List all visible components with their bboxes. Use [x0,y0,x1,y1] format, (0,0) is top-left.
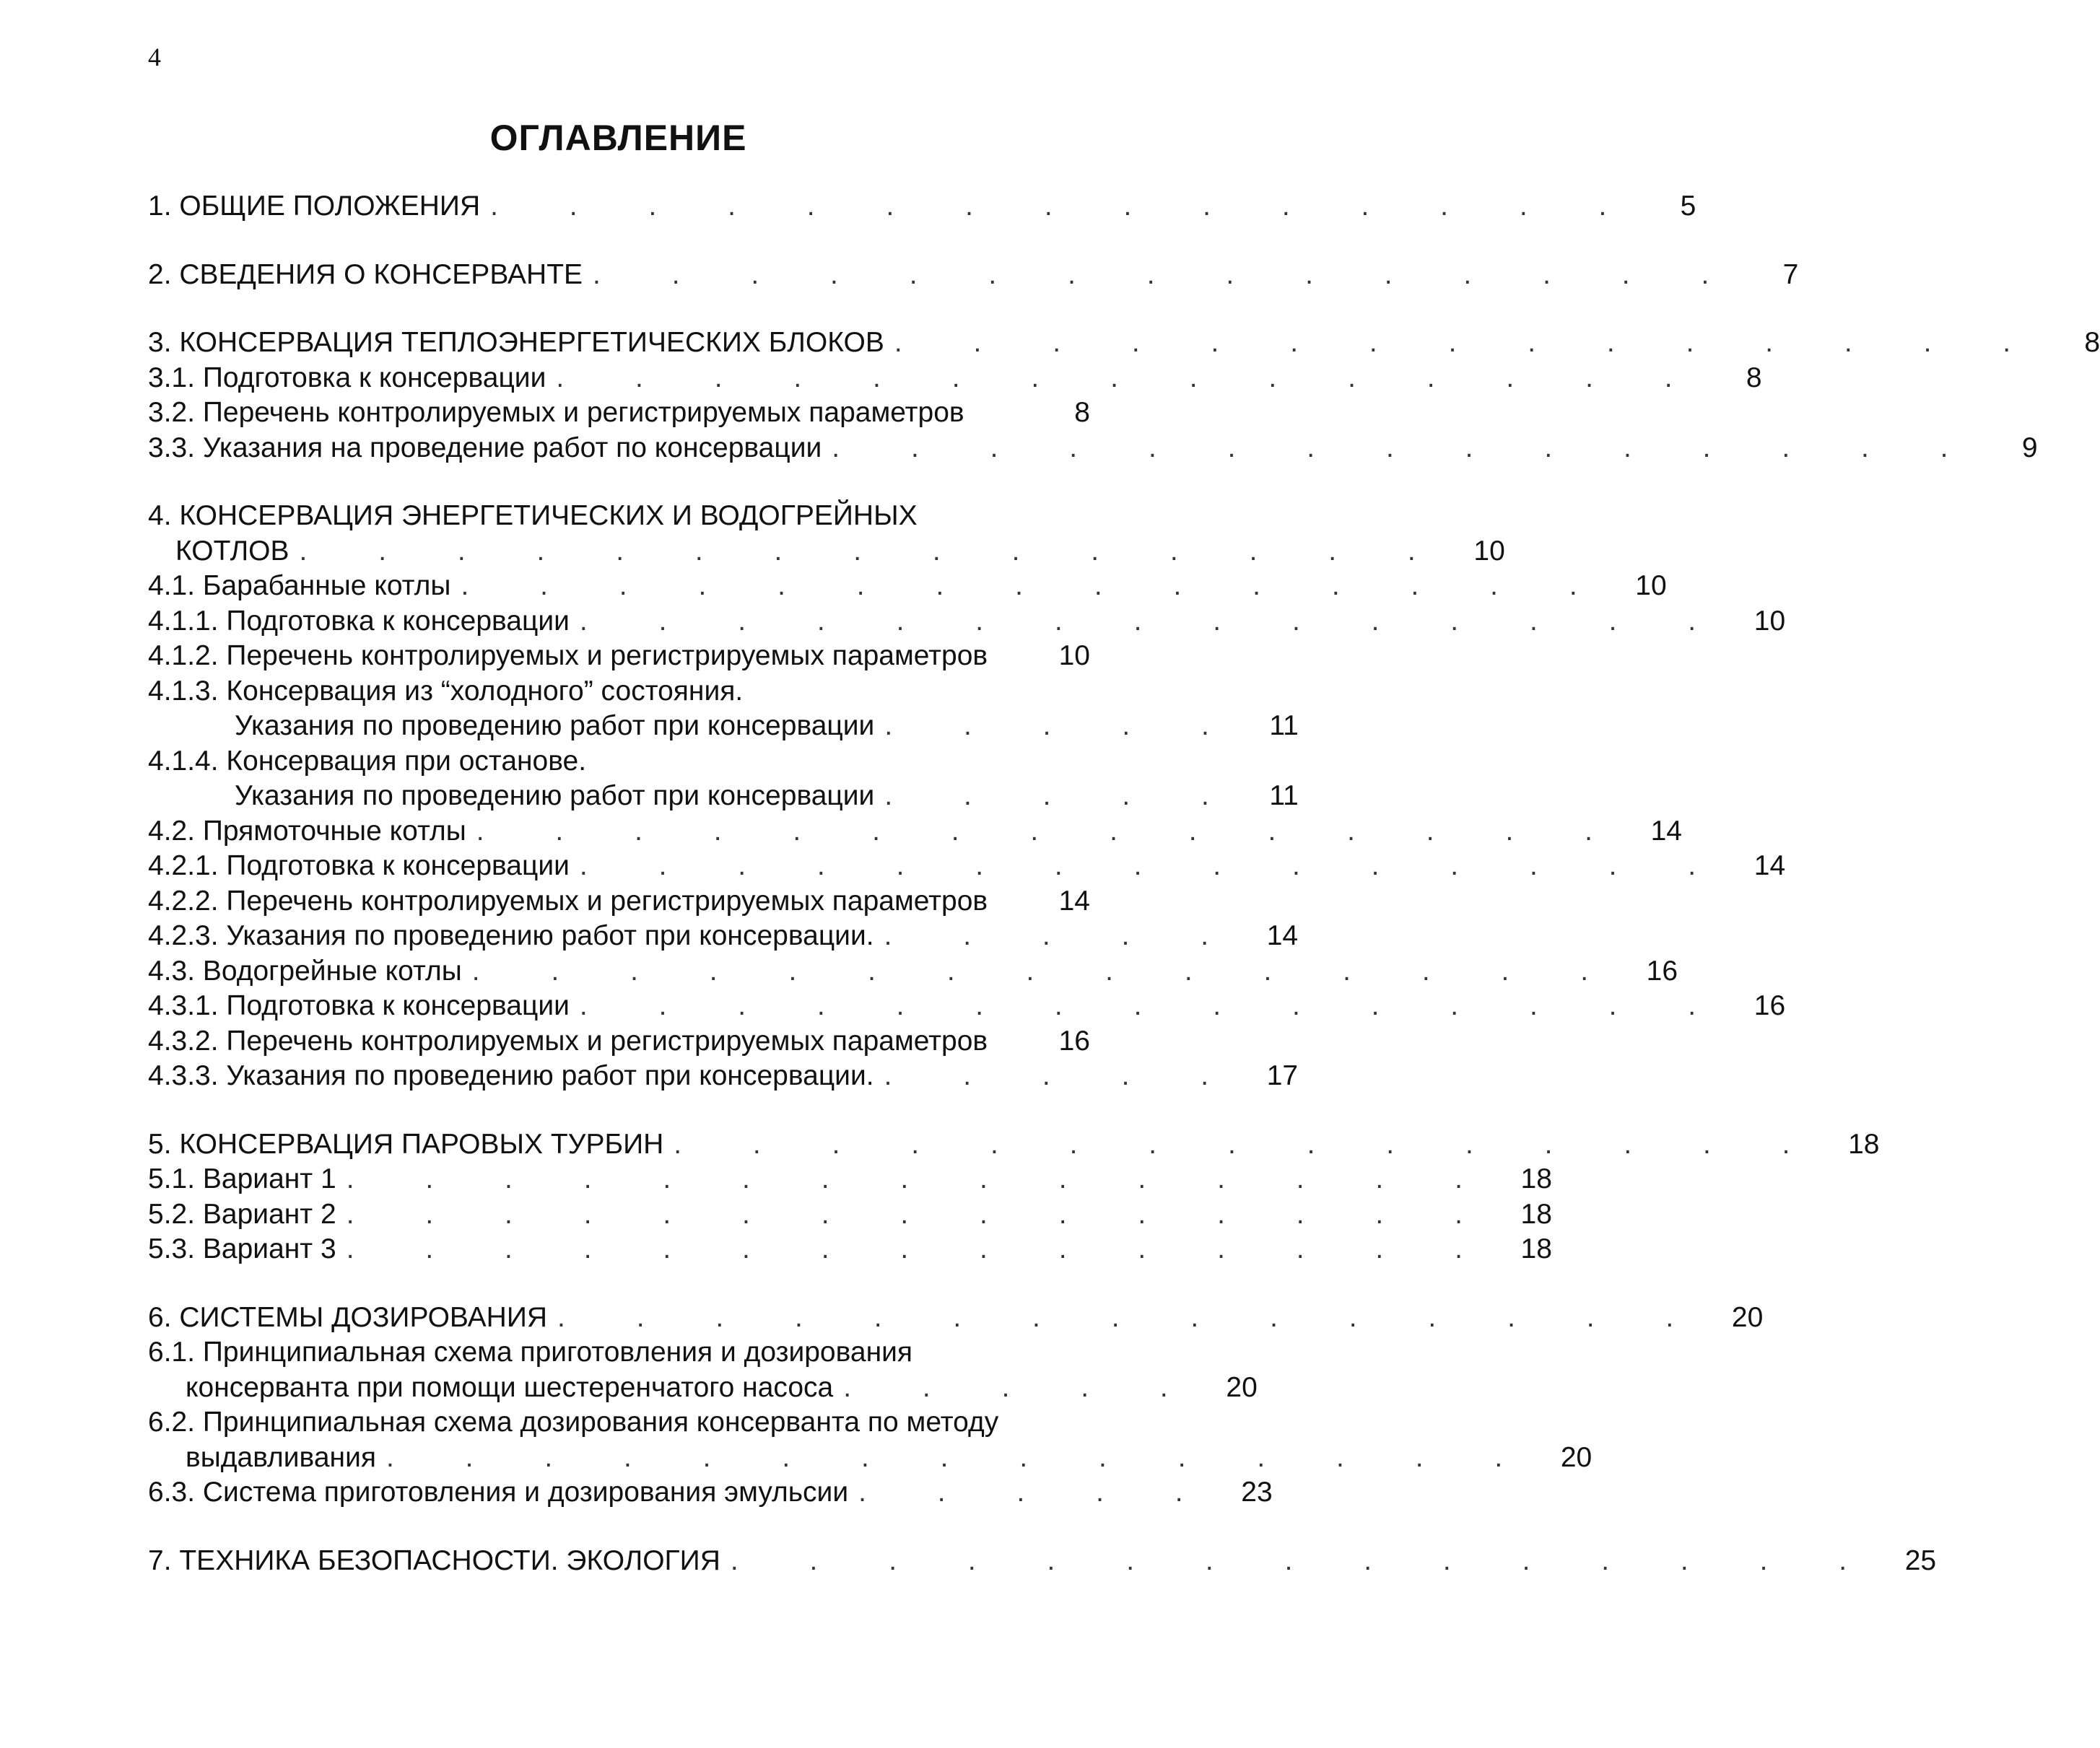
toc-entry-6-1-line-1: 6.1. Принципиальная схема приготовления и дозирования [148,1337,913,1368]
dot-leader: . . . . . . . . . . . . . . . [346,1163,1494,1194]
toc-entry-4-3-2[interactable] [148,1024,1090,1059]
toc-entry-4-2-1[interactable] [148,849,1786,884]
toc-entry-label: 4.2.2. Перечень контролируемых и регистрируемых параметров [148,885,988,917]
toc-entry-4-2[interactable] [148,814,1682,849]
toc-entry-label: 3.3. Указания на проведение работ по консервации [148,432,822,463]
dot-leader: . . . . . [858,1477,1215,1508]
toc-section-5 [148,1127,1880,1267]
toc-entry-page: 25 [1904,1544,1937,1576]
toc-entry-label: 4.2.1. Подготовка к консервации [148,850,570,881]
toc-entry-label: 4.3.1. Подготовка к консервации [148,990,570,1021]
toc-entry-4-1[interactable] [148,569,1667,604]
toc-entry-4-1-4-line-1: 4.1.4. Консервация при останове. [148,745,587,777]
toc-entry-label: 6. СИСТЕМЫ ДОЗИРОВАНИЯ [148,1301,548,1333]
dot-leader: . . . . . . . . . . . . . . . [593,258,1741,290]
toc-entry-page: 16 [1753,990,1786,1021]
toc-entry-4[interactable] [148,534,1505,569]
dot-leader: . . . . . [843,1371,1200,1403]
toc-entry-label: 5.2. Вариант 2 [148,1198,336,1230]
toc-entry-4-3[interactable] [148,954,1678,989]
toc-section-7 [148,1544,1937,1579]
toc-section-4 [148,499,1786,1094]
toc-entry-4-1-1[interactable] [148,604,1786,639]
toc-entry-page: 10 [1058,640,1090,671]
toc-entry-page: 20 [1226,1371,1258,1403]
toc-entry-page: 18 [1520,1233,1552,1264]
toc-entry-5-1[interactable] [148,1162,1552,1197]
toc-entry-label: 7. ТЕХНИКА БЕЗОПАСНОСТИ. ЭКОЛОГИЯ [148,1544,720,1576]
toc-entry-4-2-2[interactable] [148,884,1090,919]
toc-entry-3-1[interactable] [148,361,1762,396]
toc-section-2 [148,258,1799,293]
toc-entry-label: 3.2. Перечень контролируемых и регистрируемых параметров [148,397,964,428]
dot-leader: . . . . . [884,710,1241,741]
toc-entry-label: КОТЛОВ [175,535,289,567]
toc-entry-2[interactable] [148,258,1799,293]
toc-entry-label: 6.3. Система приготовления и дозирования эмульсии [148,1477,849,1508]
toc-entry-page: 9 [2021,432,2038,463]
dot-leader: . . . . . . . . . . . . . . . [557,1301,1706,1333]
table-of-contents [148,189,2100,1612]
toc-entry-4-3-1[interactable] [148,989,1786,1024]
toc-entry-label: выдавливания [186,1441,376,1473]
toc-entry-page: 17 [1266,1060,1299,1091]
toc-entry-label: 4.2.3. Указания по проведению работ при консервации. [148,920,874,951]
dot-leader: . . . . . . . . . . . . . . . [730,1544,1879,1576]
dot-leader: . . . . . . . . . . . . . . . [832,432,1980,463]
toc-entry-label: 1. ОБЩИЕ ПОЛОЖЕНИЯ [148,191,481,222]
toc-entry-page: 20 [1560,1441,1593,1473]
toc-entry-6-2-line-1: 6.2. Принципиальная схема дозирования консерванта по методу [148,1407,999,1438]
toc-entry-label: 5. КОНСЕРВАЦИЯ ПАРОВЫХ ТУРБИН [148,1128,664,1160]
toc-entry-label: 4.3.3. Указания по проведению работ при консервации. [148,1060,874,1091]
toc-entry-page: 5 [1680,191,1696,222]
toc-entry-page: 7 [1782,258,1799,290]
dot-leader: . . . . . . . . . . . . . . . [894,327,2043,358]
toc-entry-page: 8 [1746,362,1762,393]
page-title: ОГЛАВЛЕНИЕ [489,118,747,158]
toc-section-3 [148,325,2100,466]
dot-leader: . . . . . . . . . . . . . . . [346,1198,1494,1230]
toc-entry-label: 4.3.2. Перечень контролируемых и регистрируемых параметров [148,1025,988,1057]
dot-leader: . . . . . [884,1060,1241,1091]
page-number: 4 [148,43,161,71]
toc-entry-4-1-2[interactable] [148,639,1090,674]
toc-entry-page: 10 [1473,535,1505,567]
toc-entry-page: 14 [1753,850,1786,881]
toc-entry-label: 3.1. Подготовка к консервации [148,362,546,393]
toc-entry-label: 4.3. Водогрейные котлы [148,955,462,987]
toc-entry-label: 5.3. Вариант 3 [148,1233,336,1264]
toc-entry-page: 11 [1269,780,1299,811]
toc-entry-label: 4.1.1. Подготовка к консервации [148,605,570,637]
toc-entry-label: 5.1. Вариант 1 [148,1163,336,1194]
toc-entry-page: 14 [1266,920,1299,951]
toc-entry-3[interactable] [148,325,2100,361]
dot-leader: . . . . . . . . . . . . . . . [471,955,1621,987]
toc-entry-page: 14 [1058,885,1090,917]
toc-entry-7[interactable] [148,1544,1937,1579]
toc-entry-4-1-3-line-1: 4.1.3. Консервация из “холодного” состояния. [148,675,744,707]
toc-entry-page: 23 [1241,1477,1273,1508]
toc-entry-4-1-3[interactable] [148,709,1299,744]
dot-leader: . . . . . [884,920,1241,951]
toc-entry-page: 8 [1074,397,1090,428]
toc-entry-4-2-3[interactable] [148,919,1299,954]
toc-entry-page: 16 [1058,1025,1090,1057]
dot-leader: . . . . . . . . . . . . . . . [476,815,1624,847]
toc-entry-label: 4.1.2. Перечень контролируемых и регистрируемых параметров [148,640,988,671]
toc-entry-6-1[interactable] [148,1371,1258,1406]
dot-leader: . . . . . . . . . . . . . . . [556,362,1704,393]
toc-entry-page: 14 [1650,815,1682,847]
toc-entry-label: Указания по проведению работ при консервации [235,780,875,811]
toc-entry-label: консерванта при помощи шестеренчатого насоса [186,1371,834,1403]
toc-entry-1[interactable] [148,189,1696,224]
toc-section-6 [148,1301,1764,1511]
toc-entry-label: 4.2. Прямоточные котлы [148,815,466,847]
toc-section-1 [148,189,1696,224]
toc-entry-page: 16 [1646,955,1678,987]
toc-entry-5[interactable] [148,1127,1880,1163]
toc-entry-6-2[interactable] [148,1441,1593,1476]
dot-leader: . . . . . . . . . . . . . . . [579,990,1728,1021]
dot-leader: . . . . . [884,780,1241,811]
dot-leader: . . . . . . . . . . . . . . . [461,570,1609,601]
dot-leader: . . . . . . . . . . . . . . . [579,850,1728,881]
toc-entry-page: 18 [1848,1128,1880,1160]
dot-leader: . . . . . . . . . . . . . . . [385,1441,1535,1473]
toc-entry-3-3[interactable] [148,431,2038,466]
toc-entry-page: 18 [1520,1198,1552,1230]
toc-entry-4-1-4[interactable] [148,779,1299,814]
toc-entry-page: 10 [1635,570,1667,601]
toc-entry-4-3-3[interactable] [148,1059,1299,1094]
toc-entry-page: 11 [1269,710,1299,741]
dot-leader: . . . . . . . . . . . . . . . [674,1128,1822,1160]
toc-entry-5-3[interactable] [148,1232,1552,1267]
toc-entry-5-2[interactable] [148,1197,1552,1233]
toc-entry-label: 3. КОНСЕРВАЦИЯ ТЕПЛОЭНЕРГЕТИЧЕСКИХ БЛОКОВ [148,327,884,358]
toc-entry-page: 20 [1731,1301,1764,1333]
dot-leader: . . . . . . . . . . . . . . . [579,605,1728,637]
toc-entry-label: 2. СВЕДЕНИЯ О КОНСЕРВАНТЕ [148,258,583,290]
toc-entry-label: Указания по проведению работ при консервации [235,710,875,741]
dot-leader: . . . . . . . . . . . . . . . [346,1233,1494,1264]
toc-entry-label: 4.1. Барабанные котлы [148,570,451,601]
toc-entry-page: 18 [1520,1163,1552,1194]
toc-entry-4-line-1: 4. КОНСЕРВАЦИЯ ЭНЕРГЕТИЧЕСКИХ И ВОДОГРЕЙНЫХ [148,500,918,531]
toc-entry-6[interactable] [148,1301,1764,1336]
toc-entry-page: 8 [2084,327,2100,358]
toc-entry-3-2[interactable] [148,396,1090,431]
toc-entry-page: 10 [1753,605,1786,637]
toc-entry-6-3[interactable] [148,1475,1273,1511]
dot-leader: . . . . . . . . . . . . . . . [490,191,1639,222]
dot-leader: . . . . . . . . . . . . . . . [299,535,1447,567]
